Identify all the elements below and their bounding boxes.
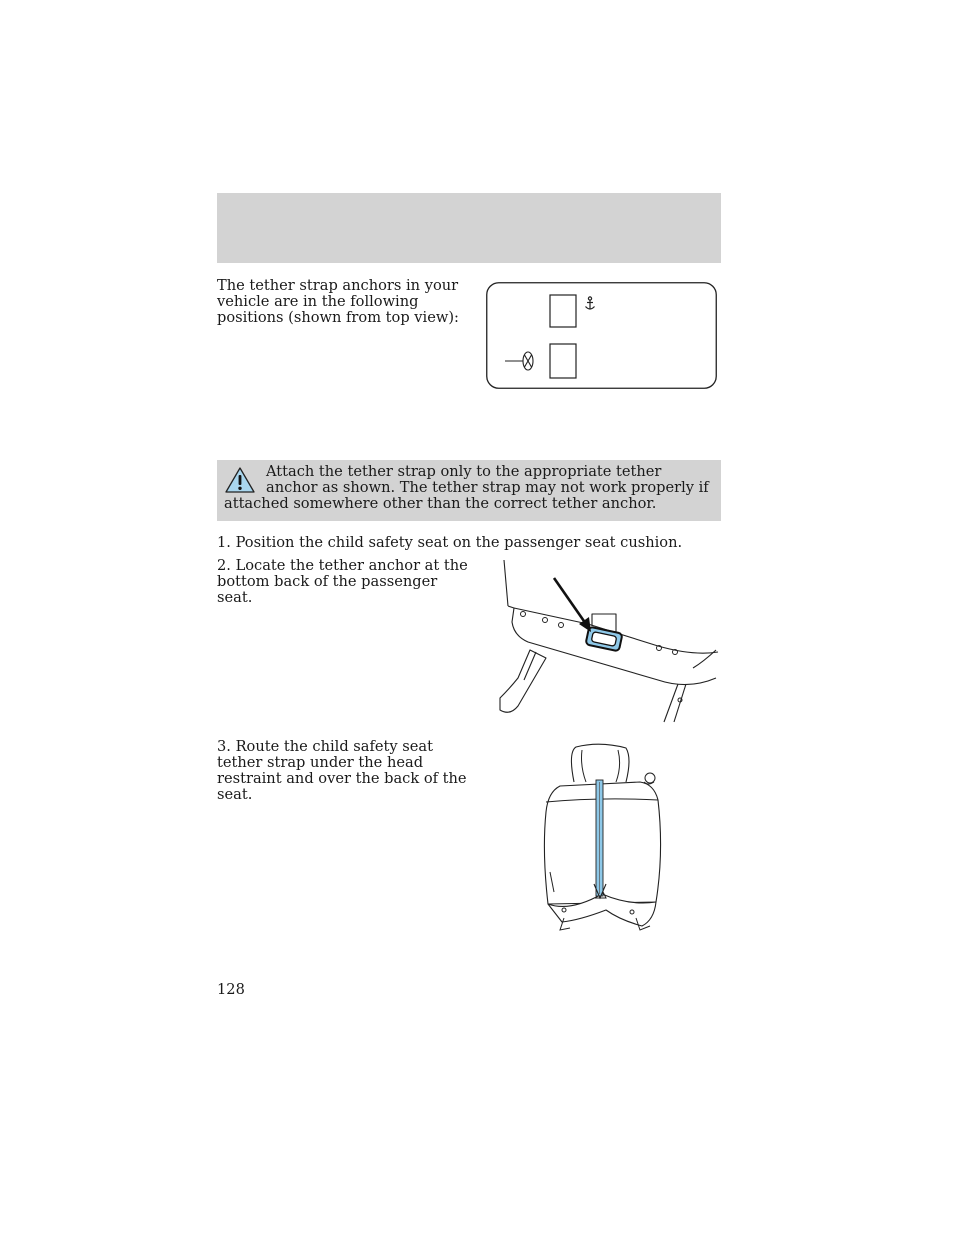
section-header-band <box>217 193 721 263</box>
step-1-text: 1. Position the child safety seat on the passenger seat cushion. <box>217 534 683 551</box>
intro-paragraph: The tether strap anchors in your vehicle are in the following positions (shown from top view): <box>217 277 459 326</box>
tether-anchor-highlight <box>586 627 623 652</box>
warning-text: Attach the tether strap only to the appropriate tether anchor as shown. The tether strap may not work properly if attached somewhere other than the correct tether anchor. <box>224 463 709 512</box>
driver-seat-box <box>550 344 576 378</box>
step-3-text: 3. Route the child safety seat tether strap under the head restraint and over the back of the seat. <box>217 738 467 803</box>
pointer-arrow <box>554 578 586 624</box>
tether-strap-routing-illustration <box>540 742 664 932</box>
tether-anchor-illustration <box>498 558 720 724</box>
page-number: 128 <box>217 981 245 998</box>
step-2-text: 2. Locate the tether anchor at the bottom back of the passenger seat. <box>217 557 468 606</box>
tether-anchor-position-diagram <box>486 282 717 389</box>
passenger-seat-box <box>550 295 576 327</box>
